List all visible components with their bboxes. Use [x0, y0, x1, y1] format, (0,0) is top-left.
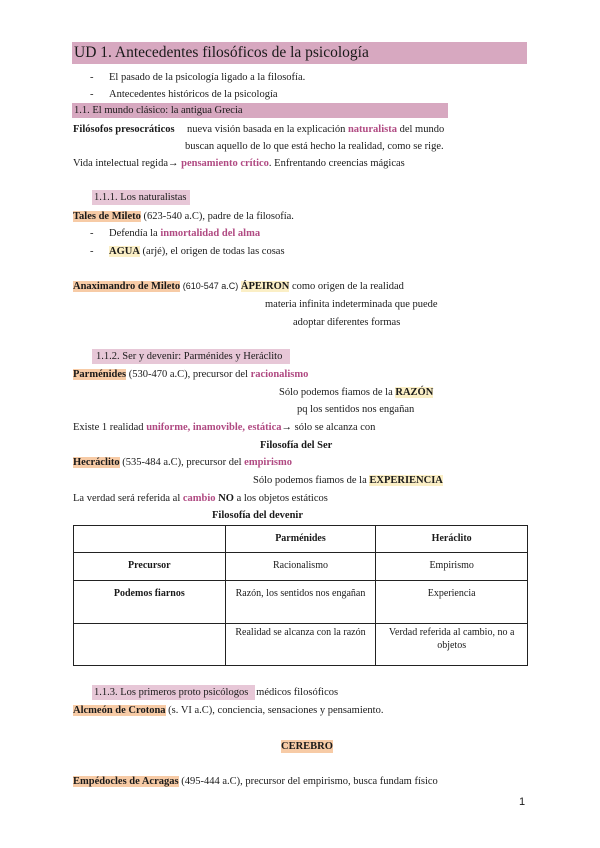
vida-intelectual-line: Vida intelectual regida→ pensamiento crítico. Enfrentando creencias mágicas [73, 158, 405, 169]
arrow-icon: → [168, 158, 179, 169]
bullet-item-1: El pasado de la psicología ligado a la filosofía. [109, 72, 306, 83]
table-header-cell: Heráclito [376, 526, 528, 553]
table-cell: Razón, los sentidos nos engañan [225, 581, 376, 624]
table-cell [74, 624, 226, 666]
presocraticos-line2: buscan aquello de lo que está hecho la realidad, como se rige. [185, 141, 444, 152]
table-cell: Precursor [74, 553, 226, 581]
table-header-cell [74, 526, 226, 553]
section-1-1-heading: 1.1. El mundo clásico: la antigua Grecia [74, 105, 243, 116]
section-1-1-1-heading: 1.1.1. Los naturalistas [94, 192, 187, 203]
page-number: 1 [519, 796, 526, 808]
bullet-dash: - [90, 72, 94, 83]
table-cell: Racionalismo [225, 553, 376, 581]
table-header-cell: Parménides [225, 526, 376, 553]
table-row [74, 553, 528, 581]
table-row [74, 581, 528, 624]
table-cell: Empirismo [376, 553, 528, 581]
alcmeon-line: Alcmeón de Crotona (s. VI a.C), conciencia, sensaciones y pensamiento. [73, 705, 384, 716]
anaximandro-line3: adoptar diferentes formas [293, 317, 401, 328]
existe-realidad-line: Existe 1 realidad uniforme, inamovible, estática→ sólo se alcanza con [73, 422, 376, 433]
solo-experiencia-line: Sólo podemos fiamos de la EXPERIENCIA [253, 475, 443, 486]
bullet-item-2: Antecedentes históricos de la psicología [109, 89, 278, 100]
presocraticos-text: nueva visión basada en la explicación naturalista del mundo [187, 124, 445, 135]
tales-bullet-2: AGUA (arjé), el origen de todas las cosas [109, 246, 285, 257]
page-title: UD 1. Antecedentes filosóficos de la psicología [74, 44, 369, 61]
arrow-icon: → [281, 422, 293, 433]
comparison-table [73, 525, 528, 666]
parmenides-line: Parménides (530-470 a.C), precursor del racionalismo [73, 369, 309, 380]
table-cell: Realidad se alcanza con la razón [225, 624, 376, 666]
heraclito-line: Hecráclito (535-484 a.C), precursor del empirismo [73, 457, 292, 468]
section-1-1-2-heading: 1.1.2. Ser y devenir: Parménides y Heráclito [96, 351, 283, 362]
table-cell: Podemos fiarnos [74, 581, 226, 624]
tales-bullet-1: Defendía la inmortalidad del alma [109, 228, 261, 239]
presocraticos-label: Filósofos presocráticos [73, 124, 175, 135]
table-cell: Experiencia [376, 581, 528, 624]
table-header-row [74, 526, 528, 553]
verdad-line: La verdad será referida al cambio NO a los objetos estáticos [73, 493, 328, 504]
bullet-dash: - [90, 228, 94, 239]
table-row [74, 624, 528, 666]
anaximandro-line2: materia infinita indeterminada que puede [265, 299, 438, 310]
anaximandro-line: Anaximandro de Mileto (610-547 a.C) ÁPEIRON como origen de la realidad [73, 281, 404, 292]
cerebro-label: CEREBRO [281, 741, 333, 752]
empedocles-line: Empédocles de Acragas (495-444 a.C), precursor del empirismo, busca fundam físico [73, 776, 438, 787]
tales-line: Tales de Mileto (623-540 a.C), padre de la filosofía. [73, 211, 294, 222]
section-1-1-3-heading: 1.1.3. Los primeros proto psicólogos médicos filosóficos [94, 687, 339, 698]
filosofia-ser: Filosofía del Ser [260, 440, 333, 451]
table-cell: Verdad referida al cambio, no a objetos [376, 624, 528, 666]
solo-razon-line: Sólo podemos fiamos de la RAZÓN [279, 387, 434, 398]
filosofia-devenir: Filosofía del devenir [212, 510, 303, 521]
bullet-dash: - [90, 89, 94, 100]
bullet-dash: - [90, 246, 94, 257]
pq-sentidos-line: pq los sentidos nos engañan [297, 404, 415, 415]
